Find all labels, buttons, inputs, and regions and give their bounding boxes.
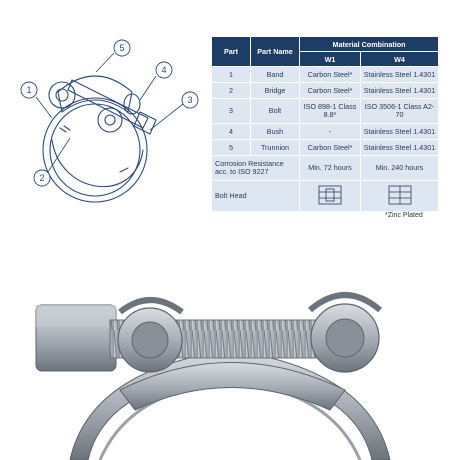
bolt-head-w4-icon bbox=[387, 183, 413, 207]
cell-w4: Stainless Steel 1.4301 bbox=[361, 83, 439, 99]
table-row bbox=[212, 83, 439, 99]
callout-1-label: 1 bbox=[26, 85, 32, 95]
cell-name: Trunnion bbox=[251, 140, 300, 156]
product-photo bbox=[0, 250, 460, 460]
header-w4: W4 bbox=[361, 52, 439, 67]
bolt-head-label: Bolt Head bbox=[212, 181, 300, 212]
bridge bbox=[58, 76, 132, 112]
bolt-head-w1 bbox=[300, 181, 361, 212]
bush bbox=[124, 94, 140, 114]
cell-w4: Stainless Steel 1.4301 bbox=[361, 67, 439, 83]
cell-w4: ISO 3506-1 Class A2-70 bbox=[361, 99, 439, 124]
cell-w1: ISO 898-1 Class 8.8* bbox=[300, 99, 361, 124]
callout-2-label: 2 bbox=[39, 173, 45, 183]
cell-part: 5 bbox=[212, 140, 251, 156]
cell-w1: Carbon Steel* bbox=[300, 140, 361, 156]
table-row-bolt-head bbox=[212, 181, 439, 212]
bolt-head-w1-icon bbox=[317, 183, 343, 207]
zinc-footnote: *Zinc Plated bbox=[385, 212, 423, 219]
cell-name: Bush bbox=[251, 124, 300, 140]
header-material-combination: Material Combination bbox=[300, 37, 439, 52]
clamp-diagram bbox=[0, 0, 210, 230]
cell-part: 3 bbox=[212, 99, 251, 124]
material-table bbox=[211, 36, 439, 212]
cell-w1: Carbon Steel* bbox=[300, 83, 361, 99]
table-row bbox=[212, 67, 439, 83]
cell-w1: Carbon Steel* bbox=[300, 67, 361, 83]
cell-part: 4 bbox=[212, 124, 251, 140]
table-row bbox=[212, 140, 439, 156]
callout-5-label: 5 bbox=[119, 43, 125, 53]
header-part: Part bbox=[212, 37, 251, 67]
cell-w1: - bbox=[300, 124, 361, 140]
cell-w4: Stainless Steel 1.4301 bbox=[361, 124, 439, 140]
callout-4-label: 4 bbox=[161, 65, 167, 75]
table-row bbox=[212, 124, 439, 140]
cell-name: Band bbox=[251, 67, 300, 83]
cell-name: Bolt bbox=[251, 99, 300, 124]
cell-part: 1 bbox=[212, 67, 251, 83]
cell-part: 2 bbox=[212, 83, 251, 99]
trunnion-left bbox=[49, 82, 75, 108]
table-row bbox=[212, 99, 439, 124]
header-part-name: Part Name bbox=[251, 37, 300, 67]
corrosion-label: Corrosion Resistance acc. to ISO 9227 bbox=[212, 156, 300, 181]
cell-w4: Stainless Steel 1.4301 bbox=[361, 140, 439, 156]
header-w1: W1 bbox=[300, 52, 361, 67]
callout-3-label: 3 bbox=[187, 95, 193, 105]
corrosion-w1: Min. 72 hours bbox=[300, 156, 361, 181]
cell-name: Bridge bbox=[251, 83, 300, 99]
corrosion-w4: Min. 240 hours bbox=[361, 156, 439, 181]
bolt-head-w4 bbox=[361, 181, 439, 212]
band-ring-inner bbox=[50, 104, 140, 196]
table-row-corrosion bbox=[212, 156, 439, 181]
